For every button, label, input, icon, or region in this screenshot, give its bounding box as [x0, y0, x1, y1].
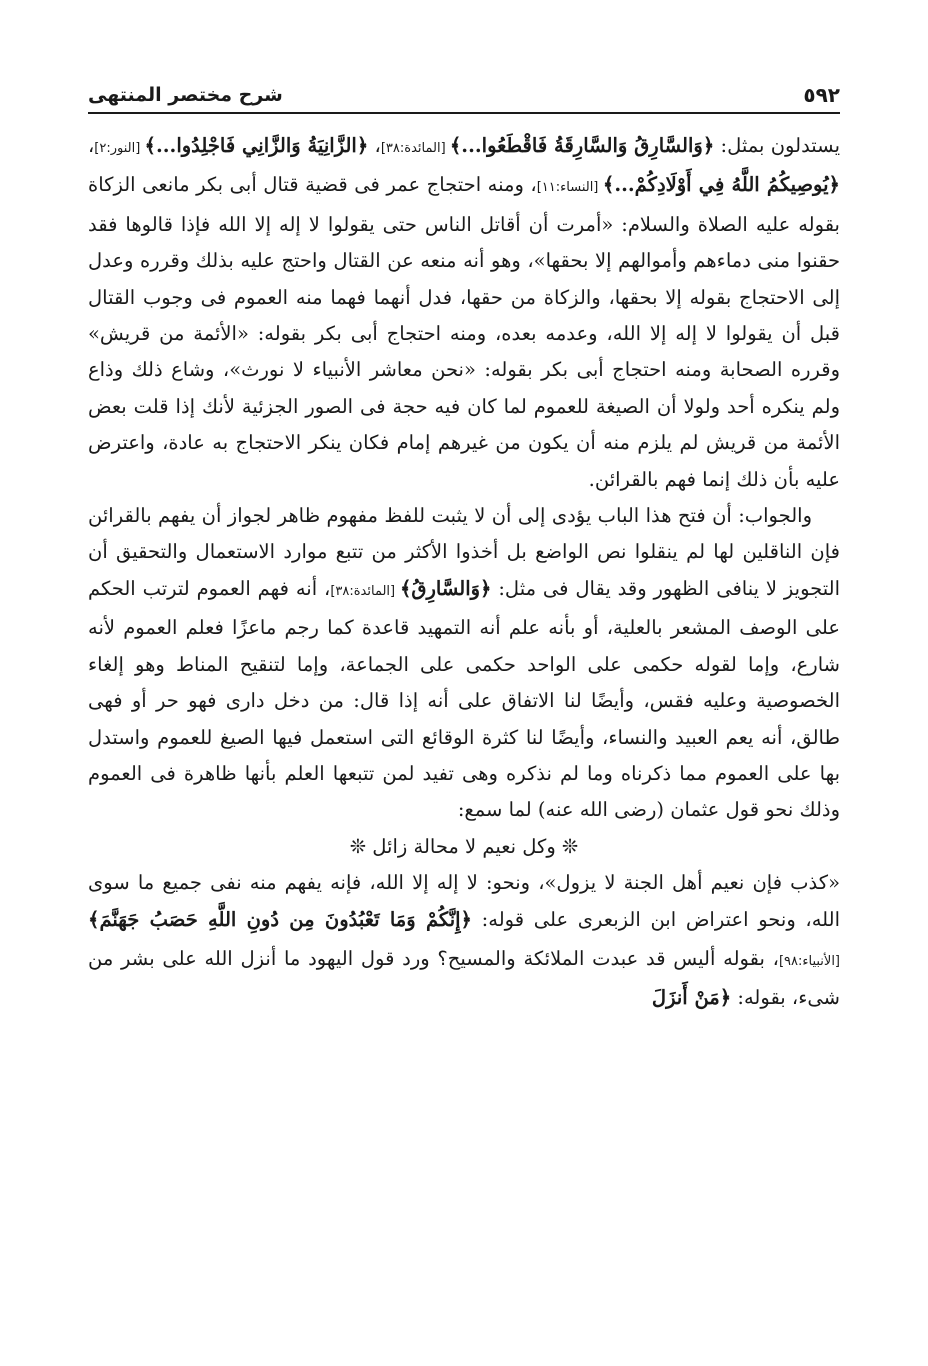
ornate-bracket: ﴾	[399, 576, 412, 600]
text-run: ، ومنه احتجاج عمر فى قضية قتال أبى بكر مانعى الزكاة بقوله عليه الصلاة والسلام: «أمرت أن أقاتل الناس حتى يقولوا لا إله إلا الله فإذا قالوها فقد حقنوا منى دماءهم وأموالهم إلا بحقها»، وهو أنه منعه عن القتال واحتج عليه بذلك وقرره وعدل إلى الاحتجاج بقوله إلا بحقها، والزكاة من حقها، فدل أنهما فهما منه العموم فى وجوب القتال قبل أن يقولوا لا إله إلا الله، وعدمه بعده، ومنه احتجاج أبى بكر بقوله: «الأئمة من قريش» وقرره الصحابة ومنه احتجاج أبى بكر بقوله: «نحن معاشر الأنبياء لا نورث»، وشاع ذلك وذاع ولم ينكره أحد ولولا أن الصيغة للعموم لما كان فيه حجة فى الصور الجزئية لأنك إذا قلت بعض الأئمة من قريش لم يلزم منه أن يكون من غيرهم إمام فكان ينكر الاحتجاج به عادة، واعترض عليه بأن ذلك إنما فهم بالقرائن.	[88, 173, 840, 491]
body-text	[88, 128, 840, 1017]
quran-quote: الزَّانِيَةُ وَالزَّانِي فَاجْلِدُوا...	[155, 134, 357, 157]
book-page	[88, 78, 840, 1338]
ornate-bracket: ﴿	[480, 576, 492, 600]
text-run: ،	[368, 134, 381, 157]
text-run: ، بقوله أليس قد عبدت الملائكة والمسيح؟ ورد قول اليهود ما أنزل الله على بشر من شىء، بقوله:	[88, 946, 840, 1010]
text-run: ، أنه فهم العموم لترتب الحكم على الوصف المشعر بالعلية، أو بأنه علم أنه التمهيد قاعدة كما رجم ماعزًا فعلم العموم لأنه شارع، وإما لقوله حكمى على الواحد حكمى على الجماعة، وإما لتنقيح المناط وهو إلغاء الخصوصية وعليه فقس، وأيضًا لنا الاتفاق على أنه إذا قال: من دخل دارى فهو حر أو فهى طالق، أنه يعم العبيد والنساء، وأيضًا لنا كثرة الوقائع التى استعمل فيها الصيغ للعموم واستدل بها على العموم مما ذكرناه وما لم نذكره وهى تفيد لمن تتبعها العلم بأنها ظاهرة فى العموم وذلك نحو قول عثمان (رضى الله عنه) لما سمع:	[88, 576, 840, 822]
verse-reference: [المائدة:٣٨]	[330, 583, 400, 599]
page-header	[88, 78, 840, 114]
ornate-bracket: ﴿	[702, 134, 715, 157]
text-run: «كذب فإن نعيم أهل الجنة لا يزول»، ونحو: لا إله إلا الله، فإنه يفهم منه نفى جميع ما سوى الله، ونحو اعتراض ابن الزبعرى على قوله:	[88, 871, 840, 931]
verse-reference: [المائدة:٣٨]	[380, 141, 450, 156]
quran-quote: وَالسَّارِقُ	[411, 576, 481, 600]
ornate-bracket: ﴿	[460, 907, 472, 931]
ornate-bracket: ﴿	[828, 173, 840, 197]
ornate-bracket: ﴾	[602, 173, 615, 197]
quran-quote: يُوصِيكُمُ اللَّهُ فِي أَوْلَادِكُمْ...	[614, 173, 829, 197]
quran-quote: مَنْ أَنزَلَ	[651, 986, 720, 1010]
ornate-bracket: ﴿	[356, 134, 369, 157]
paragraph	[88, 128, 840, 498]
paragraph	[88, 865, 840, 1017]
ornate-bracket: ﴿	[719, 986, 732, 1010]
book-title: شرح مختصر المنتهى	[88, 84, 283, 106]
text-run: ،	[88, 134, 95, 157]
poetry-verse	[88, 829, 840, 865]
text-run: ❊ وكل نعيم لا محالة زائل ❊	[349, 834, 579, 858]
verse-reference: [النور:٢]	[94, 141, 145, 156]
ornate-bracket: ﴾	[88, 907, 100, 931]
verse-reference: [الأنبياء:٩٨]	[778, 953, 840, 969]
ornate-bracket: ﴾	[449, 134, 462, 157]
text-run: والجواب: أن فتح هذا الباب يؤدى إلى أن لا يثبت للفظ مفهوم ظاهر لجواز أن يفهم بالقرائن فإن الناقلين لها لم ينقلوا نص الواضع بل أخذوا الأكثر من تتبع موارد الاستعمال والتحقيق أن التجويز لا ينافى الظهور وقد يقال فى مثل:	[88, 504, 840, 600]
ornate-bracket: ﴾	[144, 134, 156, 157]
text-run: يستدلون بمثل:	[714, 134, 841, 157]
verse-reference: [النساء:١١]	[536, 180, 603, 196]
paragraph	[88, 498, 840, 829]
page-number: ٥٩٢	[803, 83, 840, 107]
quran-quote: إِنَّكُمْ وَمَا تَعْبُدُونَ مِن دُونِ اللَّهِ حَصَبُ جَهَنَّمَ	[99, 907, 461, 931]
quran-quote: وَالسَّارِقُ وَالسَّارِقَةُ فَاقْطَعُوا...	[461, 134, 703, 157]
